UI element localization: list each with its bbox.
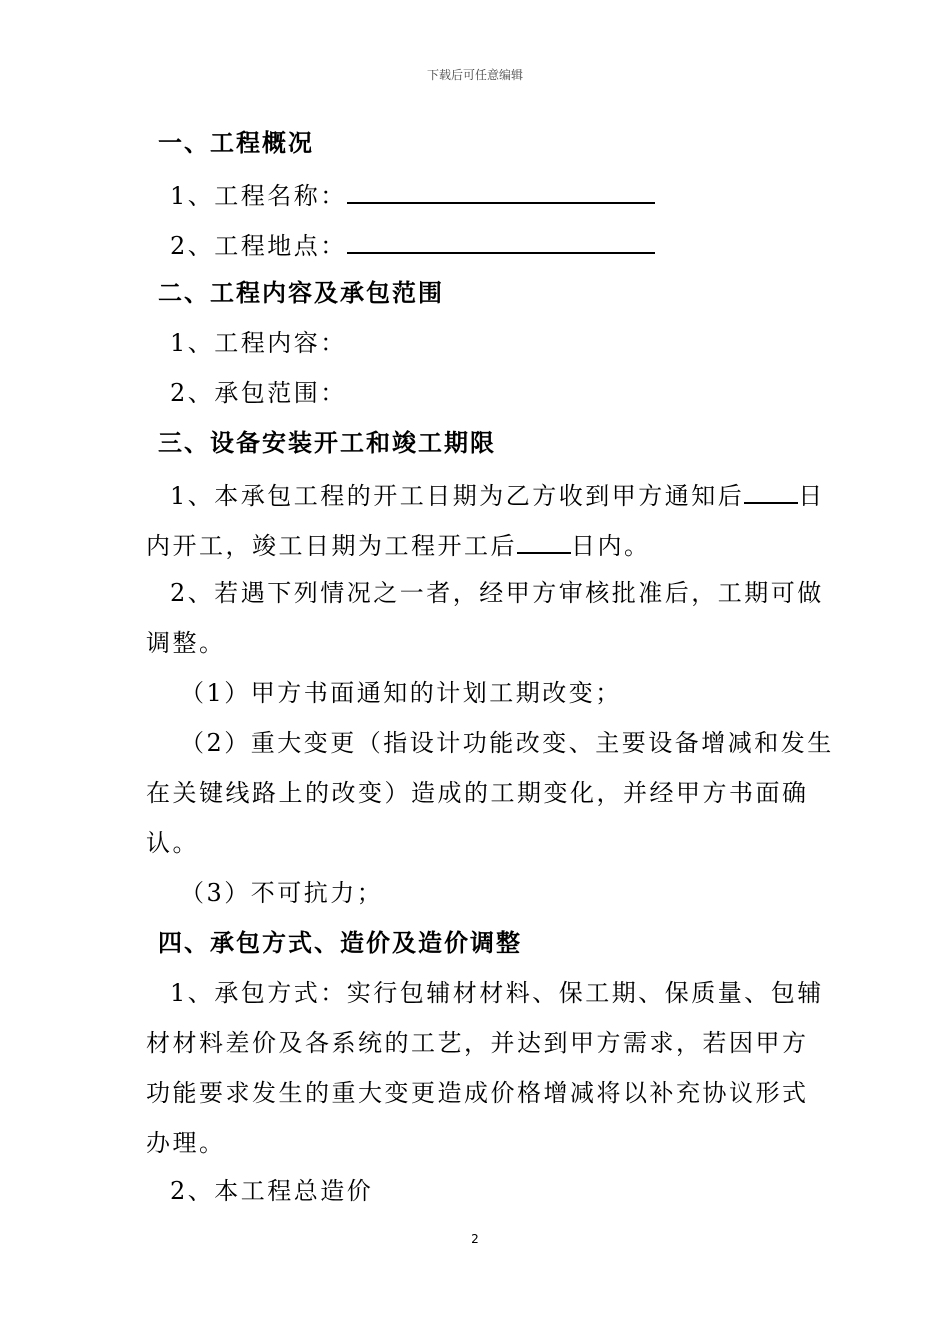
section-3-title: 三、设备安装开工和竣工期限 bbox=[158, 428, 496, 457]
project-location-row bbox=[170, 228, 840, 261]
s4-paragraph-1-line-1: 1、承包方式：实行包辅材材料、保工期、保质量、包辅 bbox=[170, 979, 824, 1007]
project-location-blank[interactable] bbox=[347, 228, 655, 254]
condition-2-line-1: （2）重大变更（指设计功能改变、主要设备增减和发生 bbox=[180, 729, 834, 757]
project-name-label: 1、工程名称： bbox=[170, 182, 347, 210]
project-location-label: 2、工程地点： bbox=[170, 232, 347, 260]
condition-1: （1）甲方书面通知的计划工期改变； bbox=[180, 679, 622, 707]
completion-days-blank[interactable] bbox=[517, 528, 571, 554]
s3-paragraph-1-line-1 bbox=[170, 478, 840, 511]
s3-paragraph-1-line-2 bbox=[146, 528, 816, 561]
s3-p1-text-b: 日 bbox=[798, 482, 825, 510]
condition-3: （3）不可抗力； bbox=[180, 879, 384, 907]
project-name-row bbox=[170, 178, 840, 211]
contract-scope-label: 2、承包范围： bbox=[170, 379, 347, 407]
start-days-blank[interactable] bbox=[744, 478, 798, 504]
s4-paragraph-1-line-4: 办理。 bbox=[146, 1129, 226, 1157]
condition-2-line-3: 认。 bbox=[146, 829, 199, 857]
section-2-title: 二、工程内容及承包范围 bbox=[158, 278, 444, 307]
s4-paragraph-1-line-2: 材材料差价及各系统的工艺，并达到甲方需求，若因甲方 bbox=[146, 1029, 809, 1057]
total-price-label: 2、本工程总造价 bbox=[170, 1177, 374, 1205]
s3-p1-text-d: 日内。 bbox=[571, 532, 651, 560]
project-name-blank[interactable] bbox=[347, 178, 655, 204]
section-4-title: 四、承包方式、造价及造价调整 bbox=[158, 928, 522, 957]
page-number: 2 bbox=[471, 1232, 479, 1246]
s4-paragraph-1-line-3: 功能要求发生的重大变更造成价格增减将以补充协议形式 bbox=[146, 1079, 809, 1107]
project-content-label: 1、工程内容： bbox=[170, 329, 347, 357]
s3-p1-text-a: 1、本承包工程的开工日期为乙方收到甲方通知后 bbox=[170, 482, 745, 510]
s3-p1-text-c: 内开工，竣工日期为工程开工后 bbox=[146, 532, 517, 560]
s3-paragraph-2-line-2: 调整。 bbox=[146, 629, 226, 657]
page-header: 下载后可任意编辑 bbox=[426, 68, 523, 82]
condition-2-line-2: 在关键线路上的改变）造成的工期变化，并经甲方书面确 bbox=[146, 779, 809, 807]
s3-paragraph-2-line-1: 2、若遇下列情况之一者，经甲方审核批准后，工期可做 bbox=[170, 579, 824, 607]
section-1-title: 一、工程概况 bbox=[158, 128, 314, 157]
